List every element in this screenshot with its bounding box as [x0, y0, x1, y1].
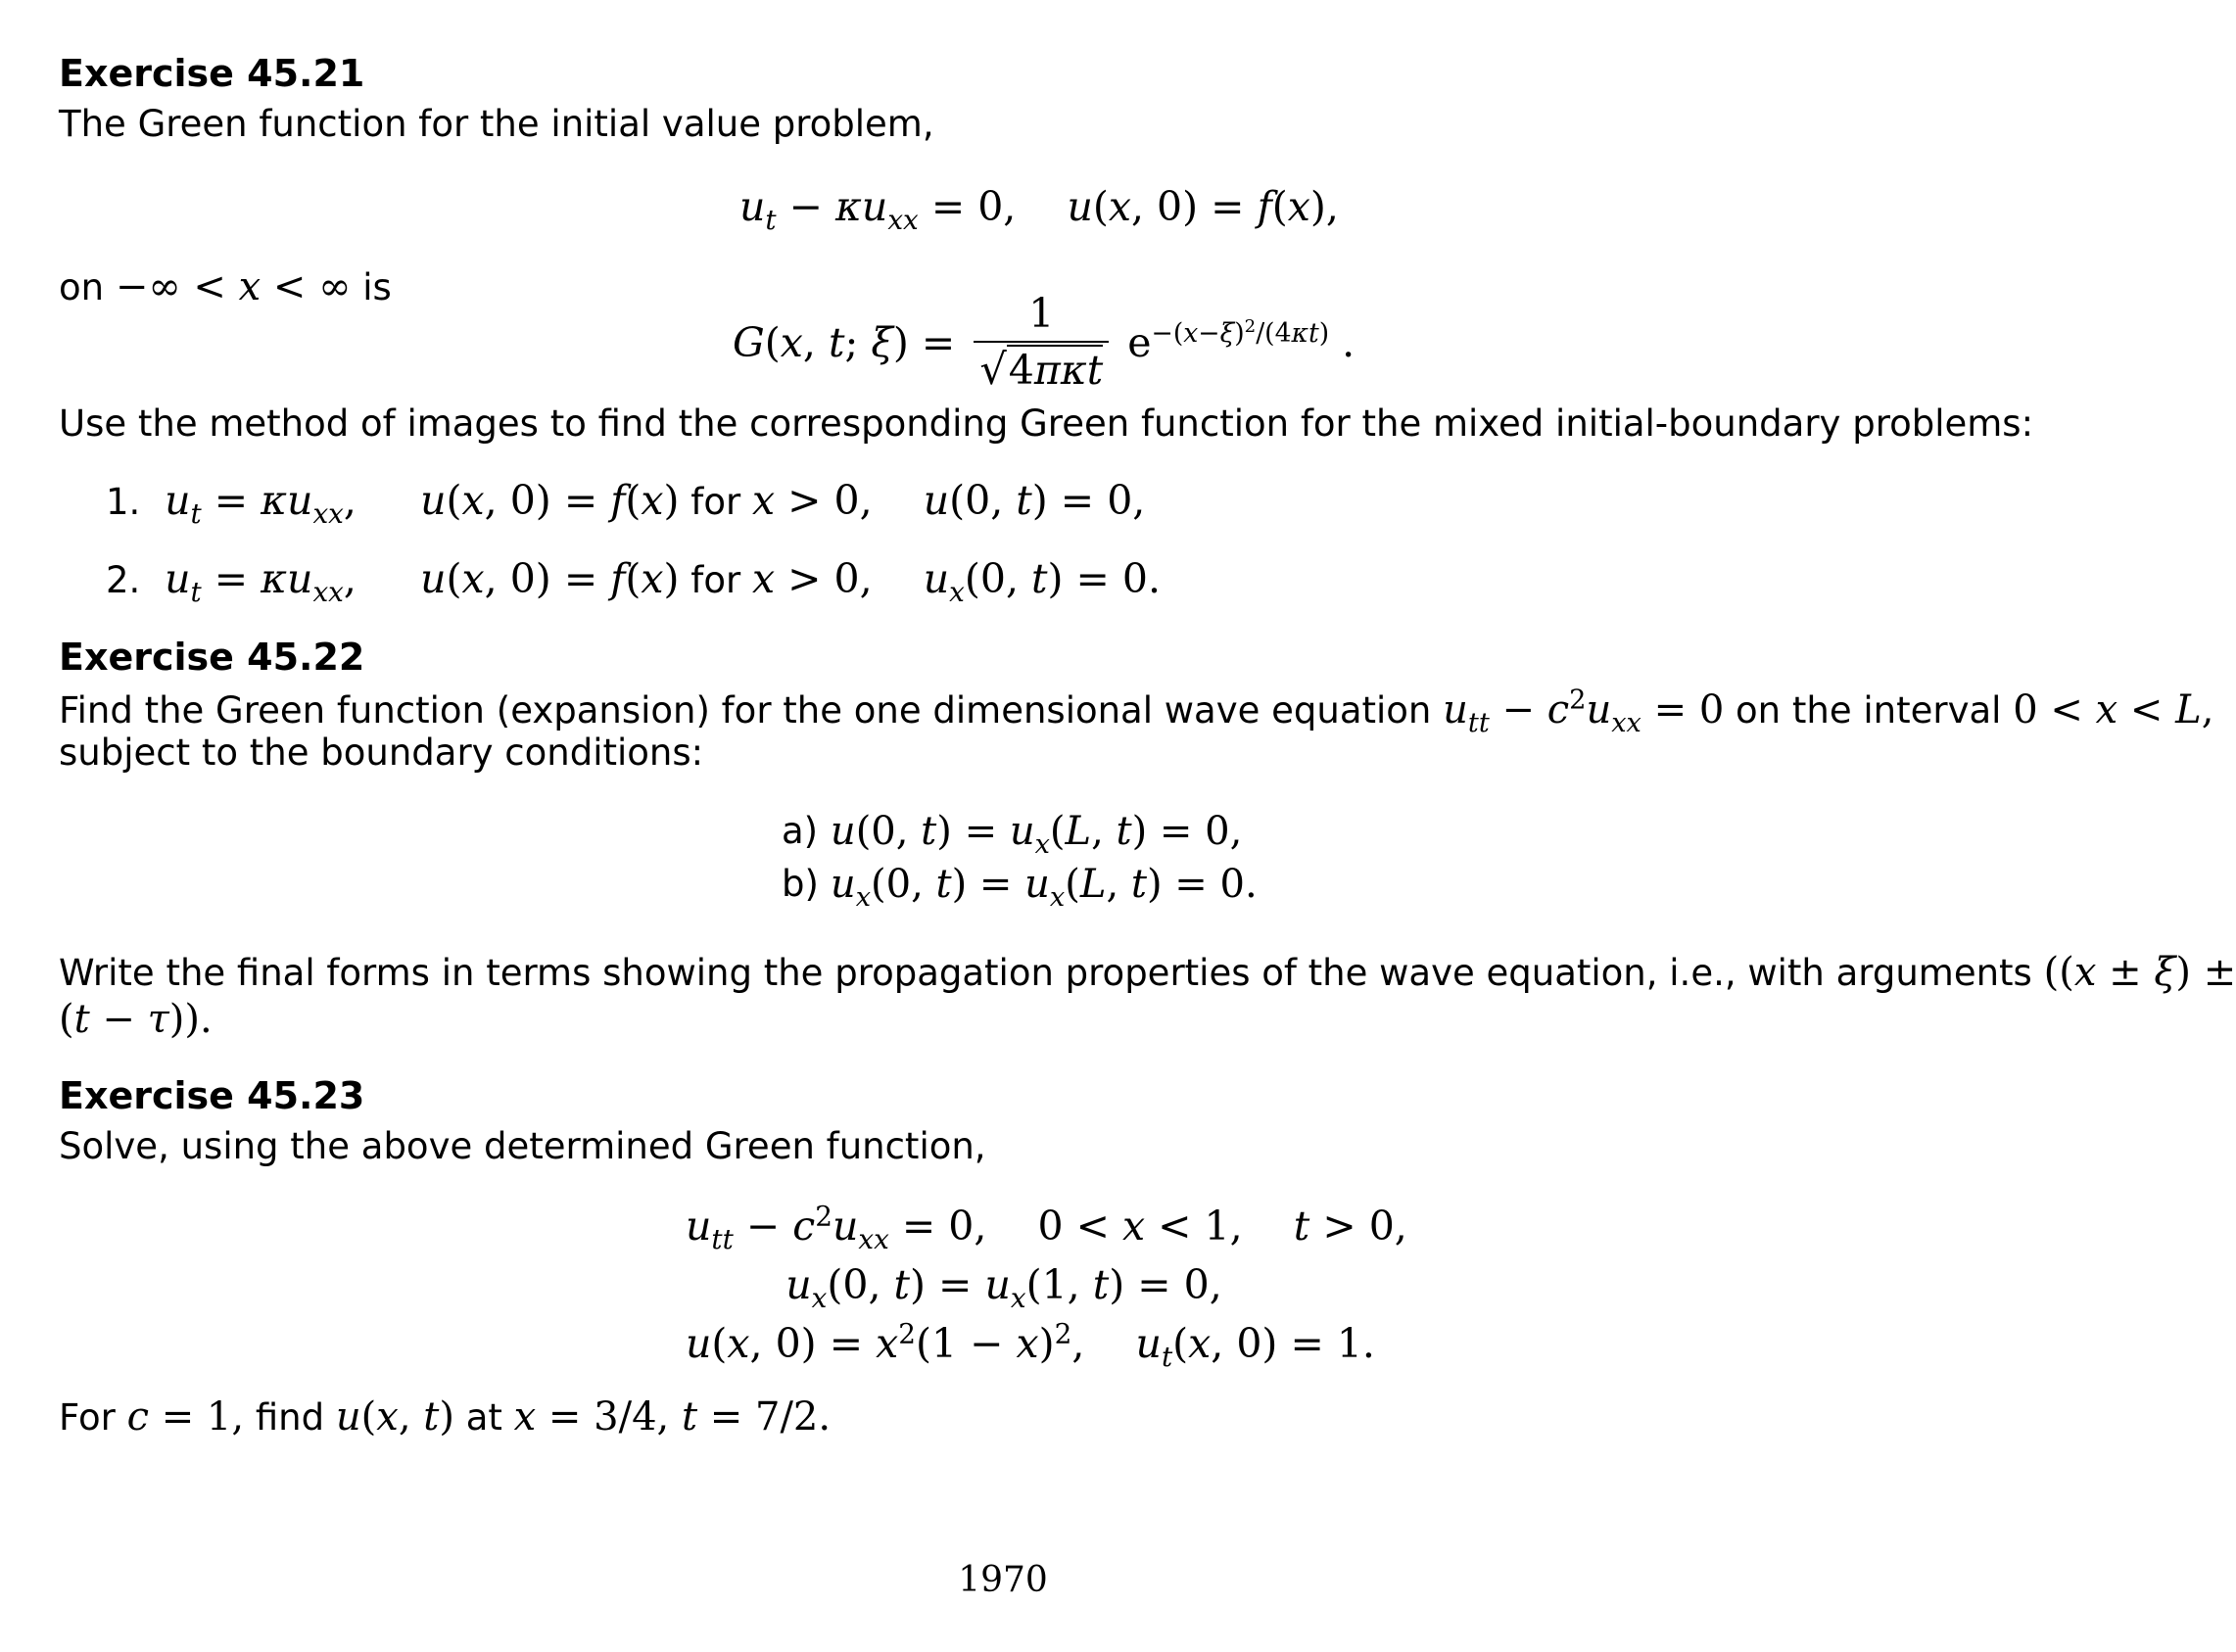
boundary-condition-b: b) $u_x(0$, $t) = u_x(L$, t) = 0.: [776, 858, 1263, 911]
for-text: For: [59, 1396, 116, 1439]
page-number: 1970: [958, 1560, 1048, 1600]
heat-equation-ivp: $u_t - \kappa u_{xx} = 0$, u(x, 0) = f(x),: [739, 183, 1339, 237]
wave-bc-line: $u_x(0$, $t) = u_x(1$, t) = 0,: [785, 1261, 1222, 1315]
exercise-45-21-intro: The Green function for the initial value problem,: [59, 103, 934, 145]
evaluation-statement: For c = 1, find u(x, t) at x = 3/4, t = 7/2.: [59, 1394, 832, 1440]
on-text: on: [59, 266, 105, 308]
label-a: a): [782, 809, 819, 852]
on-interval-text: on the interval: [1736, 689, 2002, 732]
item-2-for: for: [690, 559, 741, 601]
domain-statement: [59, 262, 392, 311]
normalization-fraction: $\frac{1}{\text{√4πκt}}$: [974, 289, 1109, 398]
exercise-45-23-intro: Solve, using the above determined Green function,: [59, 1125, 986, 1167]
wave-problem-system: [686, 1197, 1407, 1374]
domain-inequality: −∞ < x < ∞: [115, 264, 352, 309]
wave-ic-line: u(x, $0) = x^2(1 - x)^2$, $u_t(x$, 0) = 1.: [686, 1317, 1375, 1374]
final-forms-line2: (t − τ)).: [59, 997, 213, 1042]
problem-item-2: 2. $u_t = \kappa u_{xx}$, u(x, 0) = f(x) for x > 0, $u_x(0$, t) = 0.: [106, 555, 1162, 609]
item-2-number: 2.: [106, 559, 141, 601]
method-of-images-text: Use the method of images to find the corresponding Green function for the mixed initial-boundary problems:: [59, 402, 2034, 445]
label-b: b): [782, 862, 819, 905]
wave-pde-line: $u_{tt} - c^2u_{xx} = 0$, 0 < x < 1, t > 0,: [686, 1200, 1407, 1256]
heat-green-function: G(x, t; ξ) = $\frac{1}{\text{√4πκt}}$ $e^{-(x-\xi)^2/(4\kappa t)}$ .: [733, 289, 1355, 398]
item-1-number: 1.: [106, 481, 141, 523]
final-forms-line1: Write the final forms in terms showing the propagation properties of the wave equation, i.e., with arguments ((x ± ξ) ±: [59, 950, 2236, 995]
is-text: is: [362, 266, 392, 308]
item-1-for: for: [690, 481, 741, 523]
wave-equation-text: Find the Green function (expansion) for the one dimensional wave equation: [59, 689, 1432, 732]
wave-equation: $u_{tt} - c^2u_{xx} = 0$: [1443, 684, 1725, 738]
exercise-45-22-line1: [59, 684, 2214, 738]
interval: 0 < x < L,: [2013, 687, 2214, 732]
exercise-45-22-heading: Exercise 45.22: [59, 636, 365, 679]
exercise-45-23-heading: Exercise 45.23: [59, 1074, 365, 1117]
final-forms-text: Write the final forms in terms showing the propagation properties of the wave equation, i.e., with arguments: [59, 952, 2032, 994]
boundary-condition-a: a) u(0, $t) = u_x(L$, t) = 0,: [776, 805, 1263, 858]
find-text: find: [255, 1396, 325, 1439]
at-text: at: [465, 1396, 502, 1439]
exercise-45-22-line2: subject to the boundary conditions:: [59, 732, 704, 774]
boundary-conditions: [776, 805, 1263, 911]
exercise-45-21-heading: Exercise 45.21: [59, 52, 365, 95]
problem-item-1: 1. $u_t = \kappa u_{xx}$, u(x, 0) = f(x) for x > 0, u(0, t) = 0,: [106, 477, 1146, 531]
